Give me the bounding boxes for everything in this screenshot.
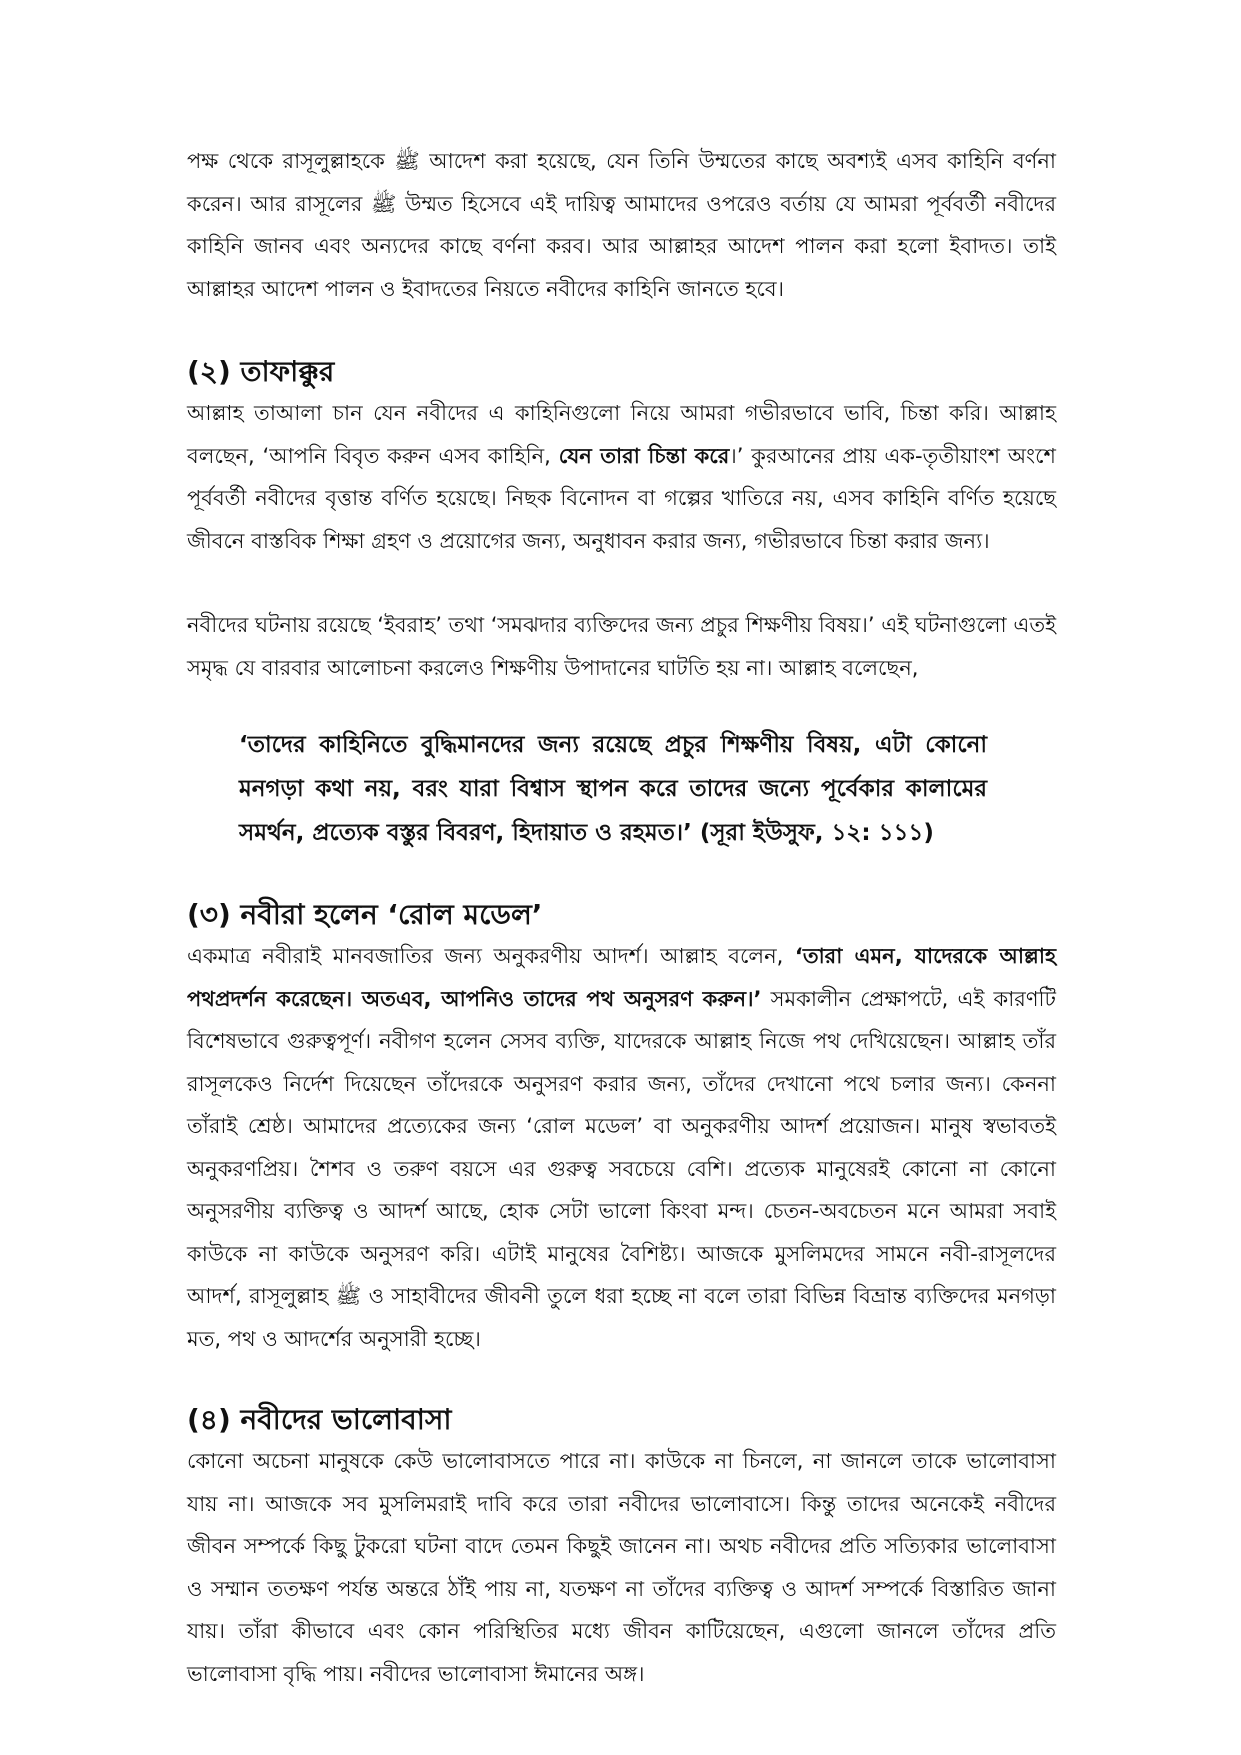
section-2-text-before-bold: আল্লাহ তাআলা চান যেন নবীদের এ কাহিনিগুলো নিয়ে আমরা গভীরভাবে ভাবি, চিন্তা করি। আল্লাহ বলছেন, ‘আপনি বিবৃত করুন এসব কাহিনি, bbox=[187, 401, 1056, 468]
quote-reference: (সূরা ইউসুফ, ১২: ১১১) bbox=[699, 820, 934, 846]
section-4-heading: (৪) নবীদের ভালোবাসা bbox=[187, 1403, 452, 1436]
section-2-paragraph-1 bbox=[187, 392, 1056, 562]
section-2-heading: (২) তাফাক্কুর bbox=[187, 355, 335, 388]
section-2-text-after-bold: ।’ কুরআনের প্রায় এক-তৃতীয়াংশ অংশে পূর্ববর্তী নবীদের বৃত্তান্ত বর্ণিত হয়েছে। নিছক বিনোদন বা গল্পের খাতিরে নয়, এসব কাহিনি বর্ণিত হয়েছে জীবনে বাস্তবিক শিক্ষা গ্রহণ ও প্রয়োগের জন্য, অনুধাবন করার জন্য, গভীরভাবে চিন্তা করার জন্য। bbox=[187, 443, 1056, 553]
section-2-paragraph-2: নবীদের ঘটনায় রয়েছে ‘ইবরাহ’ তথা ‘সমঝদার ব্যক্তিদের জন্য প্রচুর শিক্ষণীয় বিষয়।’ এই ঘটনাগুলো এতই সমৃদ্ধ যে বারবার আলোচনা করলেও শিক্ষণীয় উপাদানের ঘাটতি হয় না। আল্লাহ বলেছেন, bbox=[187, 613, 1056, 680]
section-3-text-before-bold: একমাত্র নবীরাই মানবজাতির জন্য অনুকরণীয় আদর্শ। আল্লাহ বলেন, bbox=[187, 944, 795, 968]
quote-text: ‘তাদের কাহিনিতে বুদ্ধিমানদের জন্য রয়েছে প্রচুর শিক্ষণীয় বিষয়, এটা কোনো মনগড়া কথা নয়, বরং যারা বিশ্বাস স্থাপন করে তাদের জন্যে পূর্বেকার কালামের সমর্থন, প্রত্যেক বস্তুর বিবরণ, হিদায়াত ও রহমত।’ bbox=[239, 732, 987, 846]
section-2-bold-phrase: যেন তারা চিন্তা করে bbox=[558, 443, 730, 468]
section-3-bold-quote: ‘তারা এমন, যাদেরকে আল্লাহ পথপ্রদর্শন করেছেন। অতএব, আপনিও তাদের পথ অনুসরণ করুন।’ bbox=[187, 944, 1056, 1011]
intro-paragraph: পক্ষ থেকে রাসূলুল্লাহকে ﷺ আদেশ করা হয়েছে, যেন তিনি উম্মতের কাছে অবশ্যই এসব কাহিনি বর্ণনা করেন। আর রাসূলের ﷺ উম্মত হিসেবে এই দায়িত্ব আমাদের ওপরেও বর্তায় যে আমরা পূর্ববর্তী নবীদের কাহিনি জানব এবং অন্যদের কাছে বর্ণনা করব। আর আল্লাহর আদেশ পালন করা হলো ইবাদত। তাই আল্লাহর আদেশ পালন ও ইবাদতের নিয়তে নবীদের কাহিনি জানতে হবে। bbox=[187, 149, 1057, 301]
section-3-text-after-bold: সমকালীন প্রেক্ষাপটে, এই কারণটি বিশেষভাবে গুরুত্বপূর্ণ। নবীগণ হলেন সেসব ব্যক্তি, যাদেরকে আল্লাহ নিজে পথ দেখিয়েছেন। আল্লাহ তাঁর রাসূলকেও নির্দেশ দিয়েছেন তাঁদেরকে অনুসরণ করার জন্য, তাঁদের দেখানো পথে চলার জন্য। কেননা তাঁরাই শ্রেষ্ঠ। আমাদের প্রত্যেকের জন্য ‘রোল মডেল’ বা অনুকরণীয় আদর্শ প্রয়োজন। মানুষ স্বভাবতই অনুকরণপ্রিয়। শৈশব ও তরুণ বয়সে এর গুরুত্ব সবচেয়ে বেশি। প্রত্যেক মানুষেরই কোনো না কোনো অনুসরণীয় ব্যক্তিত্ব ও আদর্শ আছে, হোক সেটা ভালো কিংবা মন্দ। চেতন-অবচেতন মনে আমরা সবাই কাউকে না কাউকে অনুসরণ করি। এটাই মানুষের বৈশিষ্ট্য। আজকে মুসলিমদের সামনে নবী-রাসূলদের আদর্শ, রাসূলুল্লাহ ﷺ ও সাহাবীদের জীবনী তুলে ধরা হচ্ছে না বলে তারা বিভিন্ন বিভ্রান্ত ব্যক্তিদের মনগড়া মত, পথ ও আদর্শের অনুসারী হচ্ছে। bbox=[187, 986, 1056, 1351]
quran-quote-block bbox=[239, 723, 987, 855]
section-3-paragraph bbox=[187, 935, 1056, 1360]
section-3-heading: (৩) নবীরা হলেন ‘রোল মডেল’ bbox=[187, 898, 543, 931]
section-4-paragraph: কোনো অচেনা মানুষকে কেউ ভালোবাসতে পারে না। কাউকে না চিনলে, না জানলে তাকে ভালোবাসা যায় না। আজকে সব মুসলিমরাই দাবি করে তারা নবীদের ভালোবাসে। কিন্তু তাদের অনেকেই নবীদের জীবন সম্পর্কে কিছু টুকরো ঘটনা বাদে তেমন কিছুই জানেন না। অথচ নবীদের প্রতি সত্যিকার ভালোবাসা ও সম্মান ততক্ষণ পর্যন্ত অন্তরে ঠাঁই পায় না, যতক্ষণ না তাঁদের ব্যক্তিত্ব ও আদর্শ সম্পর্কে বিস্তারিত জানা যায়। তাঁরা কীভাবে এবং কোন পরিস্থিতির মধ্যে জীবন কাটিয়েছেন, এগুলো জানলে তাঁদের প্রতি ভালোবাসা বৃদ্ধি পায়। নবীদের ভালোবাসা ঈমানের অঙ্গ। bbox=[187, 1449, 1056, 1686]
